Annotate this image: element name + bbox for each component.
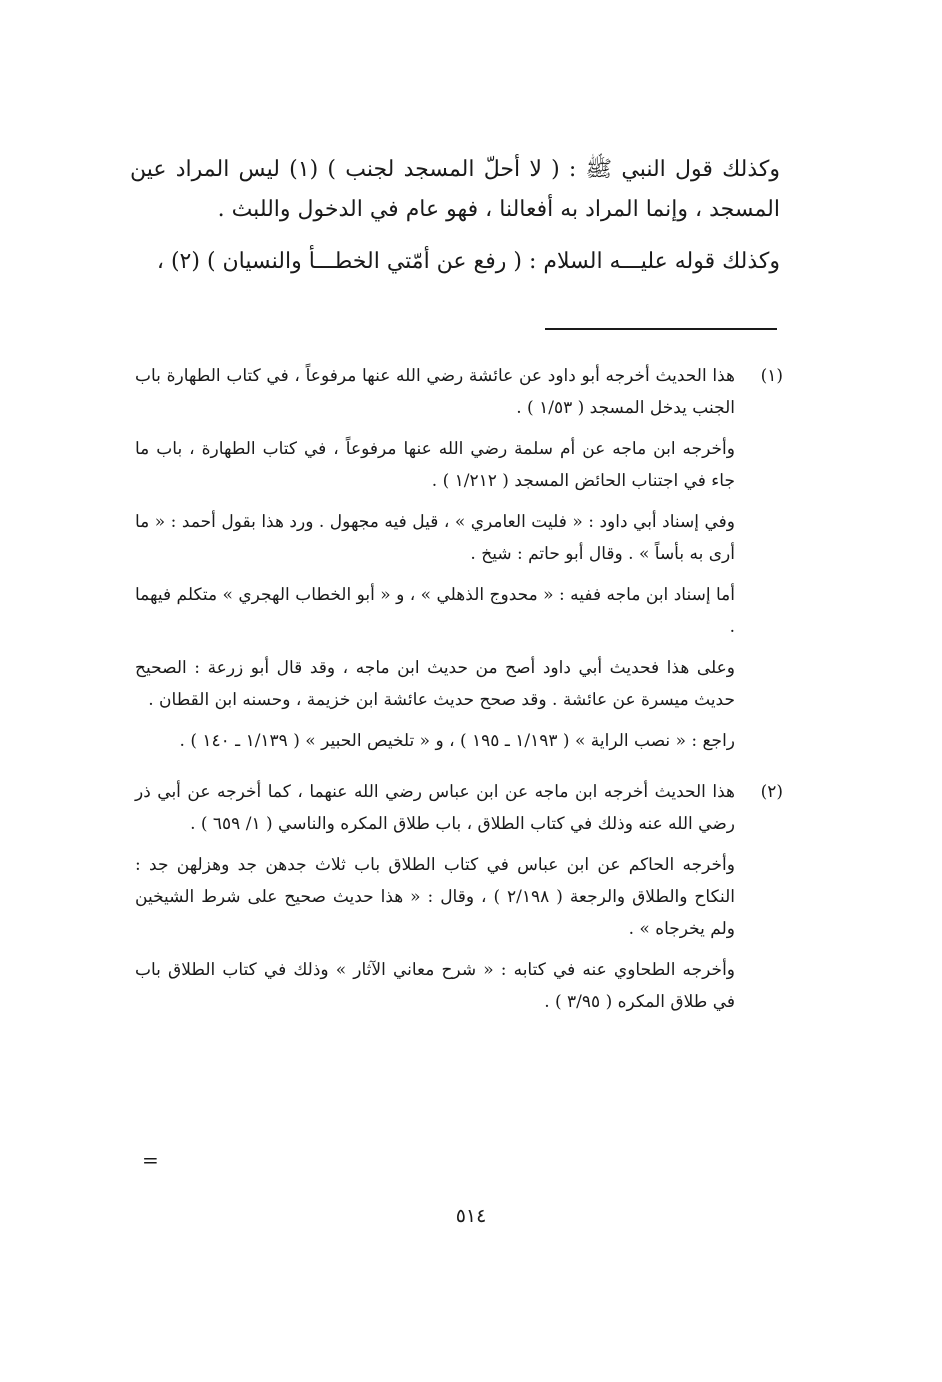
footnote-number: (١) xyxy=(760,366,783,386)
footnote-2 xyxy=(135,776,783,1027)
footnote-1 xyxy=(135,360,783,766)
footnote-paragraph: وأخرجه ابن ماجه عن أم سلمة رضي الله عنها مرفوعاً ، في كتاب الطهارة ، باب ما جاء في اجتناب الحائض المسجد ( ١/٢١٢ ) . xyxy=(135,439,735,491)
footnote-paragraph: وأخرجه الطحاوي عنه في كتابه : « شرح معاني الآثار » وذلك في كتاب الطلاق باب في طلاق المكره ( ٣/٩٥ ) . xyxy=(135,960,735,1012)
footnote-paragraph: وأخرجه الحاكم عن ابن عباس في كتاب الطلاق باب ثلاث جدهن جد وهزلهن جد : النكاح والطلاق والرجعة ( ٢/١٩٨ ) ، وقال : « هذا حديث صحيح على شرط الشيخين ولم يخرجاه » . xyxy=(135,855,735,939)
page-number: ٥١٤ xyxy=(455,1205,487,1227)
footnote-separator xyxy=(545,328,777,330)
footnote-paragraph: راجع : « نصب الراية » ( ١/١٩٣ ـ ١٩٥ ) ، و « تلخيص الحبير » ( ١/١٣٩ ـ ١٤٠ ) . xyxy=(179,731,735,751)
footnote-body xyxy=(135,776,735,1027)
main-paragraph-2: وكذلك قوله عليـــه السلام : ( رفع عن أمّتي الخطـــأ والنسيان ) (٢) ، xyxy=(156,249,780,274)
main-paragraph-1: وكذلك قول النبي ﷺ : ( لا أحلّ المسجد لجنب ) (١) ليس المراد عين المسجد ، وإنما المراد به أفعالنا ، فهو عام في الدخول واللبث . xyxy=(130,157,781,222)
footnote-paragraph: وفي إسناد أبي داود : « فليت العامري » ، قيل فيه مجهول . ورد هذا بقول أحمد : « ما أرى به بأساً » . وقال أبو حاتم : شيخ . xyxy=(135,512,735,564)
footnote-paragraph: هذا الحديث أخرجه أبو داود عن عائشة رضي الله عنها مرفوعاً ، في كتاب الطهارة باب الجنب يدخل المسجد ( ١/٥٣ ) . xyxy=(135,366,735,418)
footnote-paragraph: أما إسناد ابن ماجه ففيه : « محدوج الذهلي » ، و « أبو الخطاب الهجري » متكلم فيهما . xyxy=(135,585,735,637)
footnote-number: (٢) xyxy=(760,782,783,802)
main-text xyxy=(130,150,780,294)
footnote-paragraph: وعلى هذا فحديث أبي داود أصح من حديث ابن ماجه ، وقد قال أبو زرعة : الصحيح حديث ميسرة عن عائشة . وقد صحح حديث عائشة ابن خزيمة ، وحسنه ابن القطان . xyxy=(135,658,735,710)
footnote-body xyxy=(135,360,735,766)
continuation-mark: = xyxy=(142,1148,159,1172)
footnote-paragraph: هذا الحديث أخرجه ابن ماجه عن ابن عباس رضي الله عنهما ، كما أخرجه عن أبي ذر رضي الله عنه وذلك في كتاب الطلاق ، باب طلاق المكره والناسي ( ١/ ٦٥٩ ) . xyxy=(135,782,735,834)
footnotes xyxy=(135,360,783,1037)
